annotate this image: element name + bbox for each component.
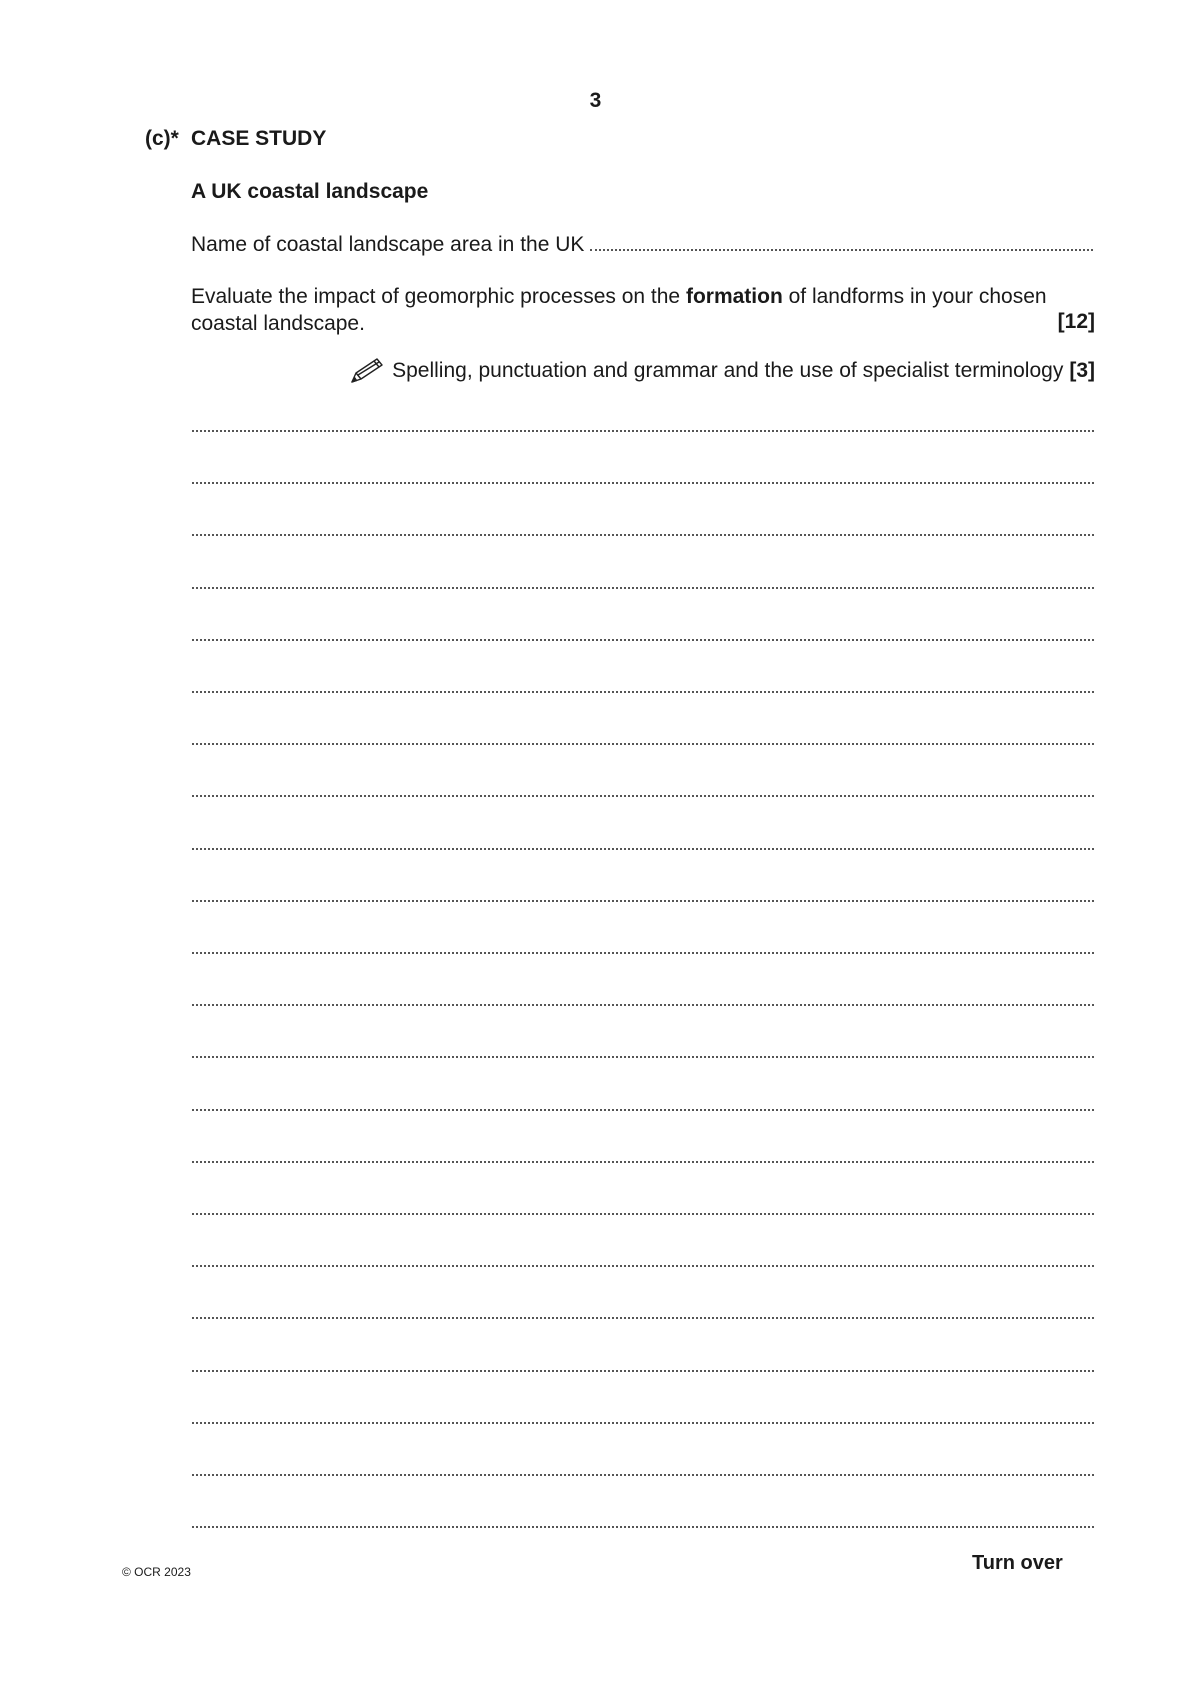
spag-row (348, 356, 1095, 386)
answer-line[interactable] (192, 1526, 1094, 1528)
answer-line[interactable] (192, 1265, 1094, 1267)
case-study-title: CASE STUDY (191, 127, 327, 150)
answer-line[interactable] (192, 1004, 1094, 1006)
answer-line[interactable] (192, 430, 1094, 432)
landscape-name-row (191, 233, 1093, 257)
answer-line[interactable] (192, 900, 1094, 902)
answer-line[interactable] (192, 1109, 1094, 1111)
spag-marks: [3] (1069, 359, 1095, 382)
instruction-text-2: of landforms in your chosen coastal landscape. (191, 285, 1047, 335)
answer-line[interactable] (192, 534, 1094, 536)
turn-over-label: Turn over (972, 1552, 1063, 1574)
answer-line[interactable] (192, 1370, 1094, 1372)
case-study-subtitle: A UK coastal landscape (191, 180, 429, 203)
answer-line[interactable] (192, 587, 1094, 589)
answer-line[interactable] (192, 848, 1094, 850)
answer-line[interactable] (192, 795, 1094, 797)
answer-line[interactable] (192, 691, 1094, 693)
question-label: (c)* (145, 127, 179, 150)
answer-line[interactable] (192, 952, 1094, 954)
answer-line[interactable] (192, 1213, 1094, 1215)
page-number: 3 (589, 89, 602, 112)
answer-line[interactable] (192, 1056, 1094, 1058)
instruction-bold-text: formation (685, 285, 783, 308)
landscape-name-field[interactable] (590, 233, 1093, 251)
answer-line[interactable] (192, 1422, 1094, 1424)
answer-line[interactable] (192, 1317, 1094, 1319)
question-marks: [12] (1057, 310, 1095, 333)
answer-line[interactable] (192, 743, 1094, 745)
answer-line[interactable] (192, 1474, 1094, 1476)
instruction-text-1: Evaluate the impact of geomorphic processes on the (191, 285, 686, 308)
pencil-icon (348, 356, 386, 386)
landscape-name-label: Name of coastal landscape area in the UK (191, 233, 585, 256)
answer-line[interactable] (192, 639, 1094, 641)
spag-text: Spelling, punctuation and grammar and the use of specialist terminology (392, 359, 1064, 382)
copyright-notice: © OCR 2023 (122, 1565, 191, 1579)
answer-line[interactable] (192, 1161, 1094, 1163)
answer-line[interactable] (192, 482, 1094, 484)
question-instruction (191, 283, 1095, 337)
